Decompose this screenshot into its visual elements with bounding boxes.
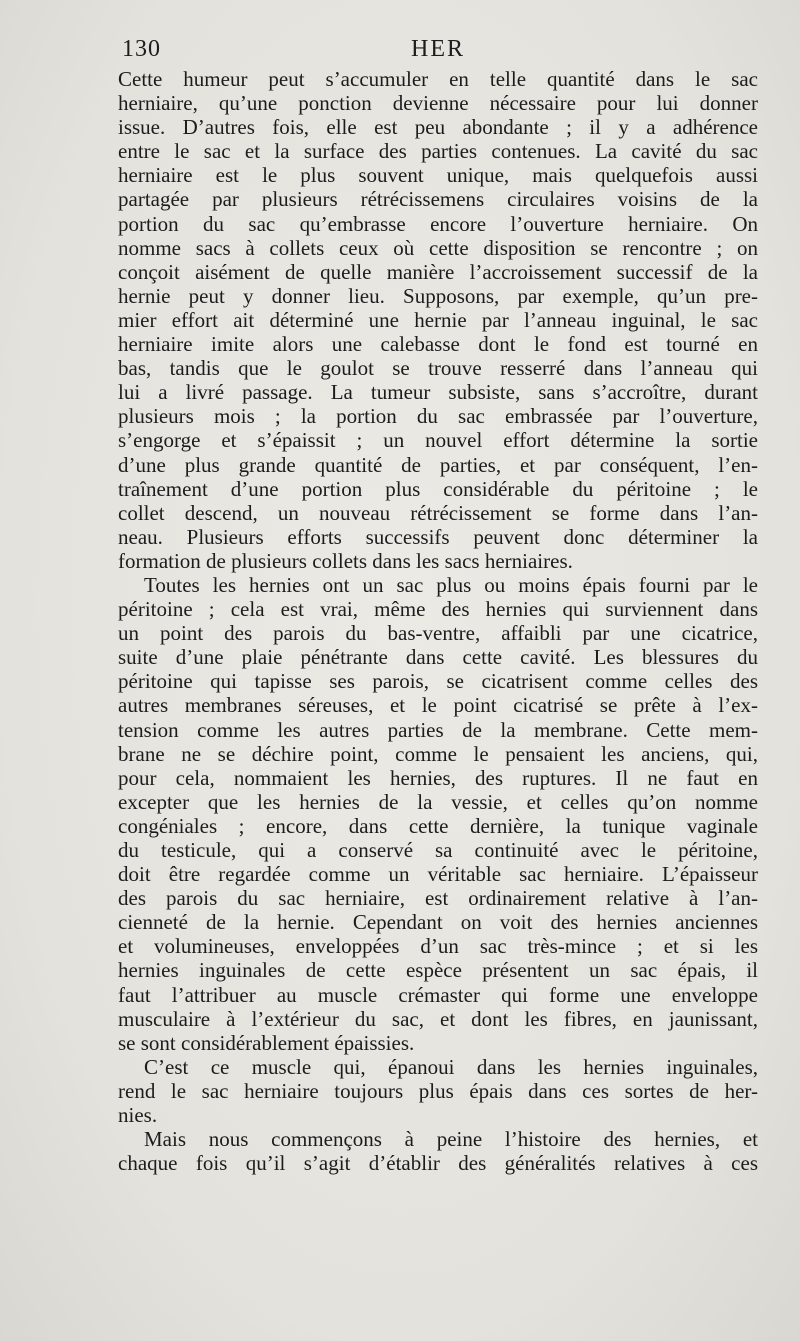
text-line: suite d’une plaie pénétrante dans cette cavité. Les blessures du [118,645,758,670]
text-line: entre le sac et la surface des parties contenues. La cavité du sac [118,139,758,164]
text-line: péritoine ; cela est vrai, même des hernies qui surviennent dans [118,597,758,622]
text-line: excepter que les hernies de la vessie, et celles qu’on nomme [118,789,758,814]
text-line: traînement d’une portion plus considérable du péritoine ; le [118,476,758,501]
text-line: pour cela, nommaient les hernies, des ruptures. Il ne faut en [118,765,758,790]
text-line: hernie peut y donner lieu. Supposons, par exemple, qu’un pre- [118,283,758,308]
text-line: portion du sac qu’embrasse encore l’ouverture herniaire. On [118,211,758,236]
text-line: d’une plus grande quantité de parties, et par conséquent, l’en- [118,452,758,477]
paragraph [118,1127,758,1175]
text-line: lui a livré passage. La tumeur subsiste, sans s’accroître, durant [118,380,758,405]
text-line: formation de plusieurs collets dans les sacs herniaires. [118,548,573,573]
text-line: du testicule, qui a conservé sa continuité avec le péritoine, [118,838,758,862]
text-line: herniaire est le plus souvent unique, mais quelquefois aussi [118,163,758,188]
text-line: brane ne se déchire point, comme le pensaient les anciens, qui, [118,741,758,766]
text-line: issue. D’autres fois, elle est peu abondante ; il y a adhérence [118,115,758,140]
text-line: mier effort ait déterminé une hernie par l’anneau inguinal, le sac [118,307,758,332]
paragraph [118,573,758,1055]
text-line: congéniales ; encore, dans cette dernière, la tunique vaginale [118,813,758,838]
text-line: Cette humeur peut s’accumuler en telle quantité dans le sac [118,67,758,91]
text-line: un point des parois du bas-ventre, affaibli par une cicatrice, [118,621,758,646]
text-line: doit être regardée comme un véritable sac herniaire. L’épaisseur [118,862,758,887]
text-line: neau. Plusieurs efforts successifs peuvent donc déterminer la [118,524,758,549]
text-line: faut l’attribuer au muscle crémaster qui forme une enveloppe [118,982,758,1007]
page-number: 130 [122,36,161,62]
body-text [118,67,758,1175]
text-line: conçoit aisément de quelle manière l’accroissement successif de la [118,259,758,284]
text-line: cienneté de la hernie. Cependant on voit des hernies anciennes [118,910,758,935]
text-line: partagée par plusieurs rétrécissemens circulaires voisins de la [118,187,758,212]
text-line: se sont considérablement épaissies. [118,1030,415,1055]
text-line: herniaire imite alors une calebasse dont le fond est tourné en [118,332,758,357]
text-line: C’est ce muscle qui, épanoui dans les hernies inguinales, [144,1054,758,1079]
text-line: plusieurs mois ; la portion du sac embrassée par l’ouverture, [118,404,758,429]
text-line: et volumineuses, enveloppées d’un sac très-mince ; et si les [118,934,758,959]
text-line: des parois du sac herniaire, est ordinairement relative à l’an- [118,886,758,911]
text-line: collet descend, un nouveau rétrécissement se forme dans l’an- [118,500,758,525]
text-line: s’engorge et s’épaissit ; un nouvel effort détermine la sortie [118,428,758,453]
text-line: chaque fois qu’il s’agit d’établir des généralités relatives à ces [118,1151,758,1176]
text-line: tension comme les autres parties de la membrane. Cette mem- [118,717,758,742]
text-line: bas, tandis que le goulot se trouve resserré dans l’anneau qui [118,356,758,381]
text-line: herniaire, qu’une ponction devienne nécessaire pour lui donner [118,91,758,116]
text-line: Toutes les hernies ont un sac plus ou moins épais fourni par le [144,572,758,597]
text-line: rend le sac herniaire toujours plus épais dans ces sortes de her- [118,1078,758,1103]
text-line: nomme sacs à collets ceux où cette disposition se rencontre ; on [118,235,758,260]
page-header [118,36,758,68]
paragraph [118,67,758,573]
text-line: Mais nous commençons à peine l’histoire des hernies, et [144,1127,758,1152]
text-line: musculaire à l’extérieur du sac, et dont les fibres, en jaunissant, [118,1006,758,1031]
running-head: HER [411,36,465,62]
paragraph [118,1055,758,1127]
text-line: péritoine qui tapisse ses parois, se cicatrisent comme celles des [118,669,758,694]
text-line: hernies inguinales de cette espèce présentent un sac épais, il [118,958,758,983]
text-line: nies. [118,1103,158,1128]
text-line: autres membranes séreuses, et le point cicatrisé se prête à l’ex- [118,693,758,718]
